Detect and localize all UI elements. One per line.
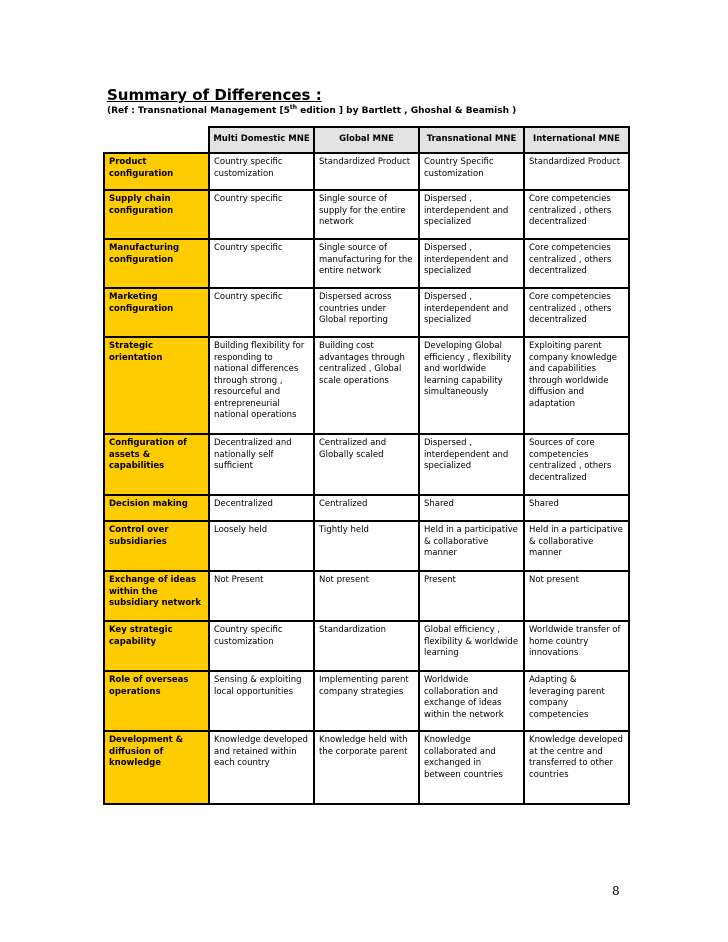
table-cell: Single source of manufacturing for the entire network — [314, 239, 419, 288]
differences-table — [103, 126, 630, 805]
table-cell: Country specific — [209, 288, 314, 337]
table-cell: Loosely held — [209, 521, 314, 571]
table-row — [104, 571, 629, 621]
reference-edition-number: 5 — [283, 106, 290, 116]
table-row — [104, 337, 629, 434]
table-cell: Dispersed across countries under Global reporting — [314, 288, 419, 337]
table-row — [104, 288, 629, 337]
table-row — [104, 434, 629, 495]
column-header-transnational: Transnational MNE — [419, 127, 524, 153]
table-cell: Country specific — [209, 239, 314, 288]
table-cell: Dispersed , interdependent and specialized — [419, 288, 524, 337]
table-cell: Dispersed , interdependent and specialized — [419, 434, 524, 495]
table-cell: Knowledge developed and retained within each country — [209, 731, 314, 804]
row-header: Development & diffusion of knowledge — [104, 731, 209, 804]
table-cell: Standardized Product — [314, 153, 419, 190]
table-cell: Country specific customization — [209, 621, 314, 671]
row-header: Product configuration — [104, 153, 209, 190]
table-corner — [104, 127, 209, 153]
table-cell: Centralized and Globally scaled — [314, 434, 419, 495]
table-cell: Decentralized — [209, 495, 314, 521]
table-row — [104, 621, 629, 671]
reference-text-before: (Ref : Transnational Management [ — [107, 106, 284, 116]
table-row — [104, 153, 629, 190]
table-row — [104, 239, 629, 288]
table-cell: Present — [419, 571, 524, 621]
table-cell: Single source of supply for the entire network — [314, 190, 419, 239]
table-cell: Held in a participative & collaborative manner — [419, 521, 524, 571]
table-cell: Core competencies centralized , others decentralized — [524, 239, 629, 288]
table-cell: Core competencies centralized , others decentralized — [524, 288, 629, 337]
table-cell: Worldwide collaboration and exchange of ideas within the network — [419, 671, 524, 731]
table-cell: Country Specific customization — [419, 153, 524, 190]
table-cell: Shared — [419, 495, 524, 521]
table-cell: Global efficiency , flexibility & worldwide learning — [419, 621, 524, 671]
row-header: Control over subsidiaries — [104, 521, 209, 571]
row-header: Manufacturing configuration — [104, 239, 209, 288]
row-header: Supply chain configuration — [104, 190, 209, 239]
row-header: Exchange of ideas within the subsidiary network — [104, 571, 209, 621]
table-cell: Decentralized and nationally self sufficient — [209, 434, 314, 495]
table-header-row — [104, 127, 629, 153]
table-row — [104, 521, 629, 571]
table-cell: Not Present — [209, 571, 314, 621]
table-cell: Held in a participative & collaborative manner — [524, 521, 629, 571]
reference-edition-suffix: th — [289, 104, 298, 111]
table-cell: Sources of core competencies centralized , others decentralized — [524, 434, 629, 495]
table-cell: Knowledge collaborated and exchanged in between countries — [419, 731, 524, 804]
row-header: Marketing configuration — [104, 288, 209, 337]
table-cell: Country specific customization — [209, 153, 314, 190]
table-cell: Dispersed , interdependent and specialized — [419, 239, 524, 288]
table-cell: Knowledge held with the corporate parent — [314, 731, 419, 804]
table-cell: Standardized Product — [524, 153, 629, 190]
row-header: Strategic orientation — [104, 337, 209, 434]
table-cell: Core competencies centralized , others decentralized — [524, 190, 629, 239]
table-cell: Developing Global efficiency , flexibility and worldwide learning capability simultaneously — [419, 337, 524, 434]
table-row — [104, 495, 629, 521]
reference-text-after: edition ] by Bartlett , Ghoshal & Beamish ) — [297, 106, 517, 116]
table-cell: Adapting & leveraging parent company competencies — [524, 671, 629, 731]
row-header: Configuration of assets & capabilities — [104, 434, 209, 495]
table-cell: Building flexibility for responding to national differences through strong , resourceful and entrepreneurial national operations — [209, 337, 314, 434]
column-header-international: International MNE — [524, 127, 629, 153]
row-header: Key strategic capability — [104, 621, 209, 671]
table-cell: Knowledge developed at the centre and transferred to other countries — [524, 731, 629, 804]
page-title: Summary of Differences : — [107, 86, 322, 104]
table-cell: Not present — [314, 571, 419, 621]
table-cell: Exploiting parent company knowledge and capabilities through worldwide diffusion and adaptation — [524, 337, 629, 434]
table-row — [104, 671, 629, 731]
table-cell: Not present — [524, 571, 629, 621]
table-cell: Implementing parent company strategies — [314, 671, 419, 731]
table-cell: Centralized — [314, 495, 419, 521]
table-cell: Tightly held — [314, 521, 419, 571]
table-cell: Shared — [524, 495, 629, 521]
table-cell: Dispersed , interdependent and specialized — [419, 190, 524, 239]
table-cell: Country specific — [209, 190, 314, 239]
page-number: 8 — [612, 884, 620, 898]
table-cell: Building cost advantages through centralized , Global scale operations — [314, 337, 419, 434]
reference-line — [107, 104, 516, 116]
table-cell: Standardization — [314, 621, 419, 671]
row-header: Role of overseas operations — [104, 671, 209, 731]
table-row — [104, 190, 629, 239]
column-header-multi-domestic: Multi Domestic MNE — [209, 127, 314, 153]
table-row — [104, 731, 629, 804]
table-cell: Sensing & exploiting local opportunities — [209, 671, 314, 731]
row-header: Decision making — [104, 495, 209, 521]
column-header-global: Global MNE — [314, 127, 419, 153]
table-cell: Worldwide transfer of home country innovations — [524, 621, 629, 671]
